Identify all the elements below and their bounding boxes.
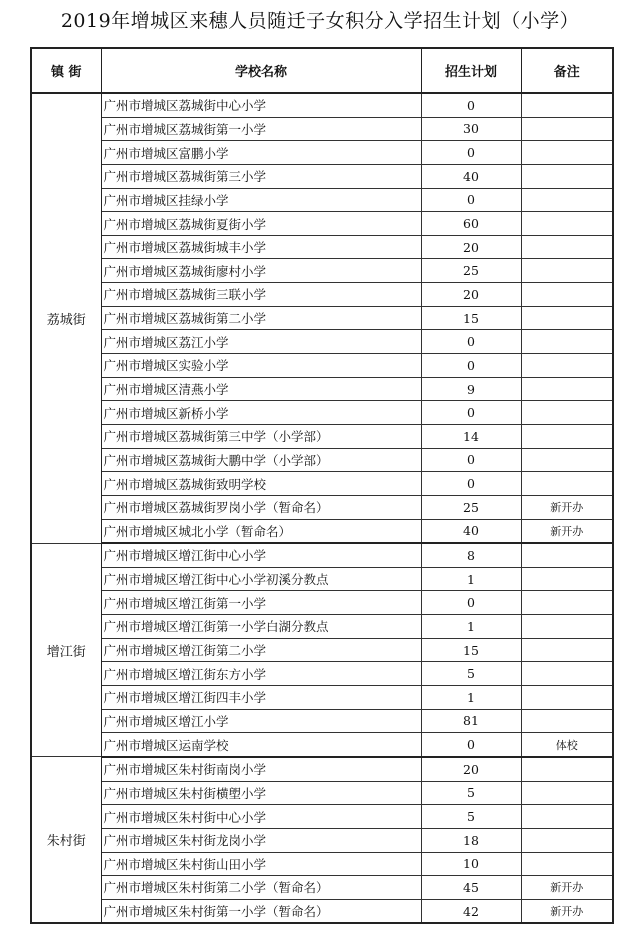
plan-cell: 5: [421, 781, 521, 805]
header-plan: 招生计划: [421, 48, 521, 93]
school-name-cell: 广州市增城区增江街第一小学白湖分教点: [101, 615, 421, 639]
plan-cell: 10: [421, 852, 521, 876]
note-cell: [521, 591, 613, 615]
plan-cell: 81: [421, 709, 521, 733]
school-name-cell: 广州市增城区荔城街大鹏中学（小学部）: [101, 448, 421, 472]
note-cell: [521, 852, 613, 876]
table-row: [31, 472, 613, 496]
note-cell: [521, 212, 613, 236]
note-cell: 体校: [521, 733, 613, 757]
plan-cell: 5: [421, 662, 521, 686]
table-row: [31, 330, 613, 354]
note-cell: [521, 757, 613, 781]
note-cell: [521, 709, 613, 733]
school-name-cell: 广州市增城区朱村街南岗小学: [101, 757, 421, 781]
school-name-cell: 广州市增城区挂绿小学: [101, 188, 421, 212]
table-row: [31, 781, 613, 805]
school-name-cell: 广州市增城区荔江小学: [101, 330, 421, 354]
plan-cell: 0: [421, 401, 521, 425]
table-row: [31, 828, 613, 852]
table-row: [31, 591, 613, 615]
town-cell: 荔城街: [31, 93, 101, 543]
school-name-cell: 广州市增城区荔城街三联小学: [101, 283, 421, 307]
enrollment-table: [30, 47, 614, 924]
school-name-cell: 广州市增城区增江小学: [101, 709, 421, 733]
table-row: [31, 188, 613, 212]
note-cell: [521, 543, 613, 567]
note-cell: [521, 354, 613, 378]
note-cell: [521, 188, 613, 212]
plan-cell: 0: [421, 93, 521, 117]
plan-cell: 60: [421, 212, 521, 236]
table-body: [31, 93, 613, 923]
school-name-cell: 广州市增城区城北小学（暂命名）: [101, 519, 421, 543]
school-name-cell: 广州市增城区增江街中心小学: [101, 543, 421, 567]
plan-cell: 0: [421, 330, 521, 354]
plan-cell: 40: [421, 519, 521, 543]
header-note: 备注: [521, 48, 613, 93]
school-name-cell: 广州市增城区增江街中心小学初溪分教点: [101, 567, 421, 591]
page-title: 2019年增城区来穗人员随迁子女积分入学招生计划（小学）: [60, 10, 580, 32]
note-cell: [521, 401, 613, 425]
plan-cell: 5: [421, 805, 521, 829]
table-row: [31, 709, 613, 733]
table-row: [31, 259, 613, 283]
school-name-cell: 广州市增城区运南学校: [101, 733, 421, 757]
plan-cell: 25: [421, 495, 521, 519]
school-name-cell: 广州市增城区清燕小学: [101, 377, 421, 401]
header-school: 学校名称: [101, 48, 421, 93]
note-cell: [521, 828, 613, 852]
note-cell: [521, 377, 613, 401]
plan-cell: 40: [421, 164, 521, 188]
school-name-cell: 广州市增城区荔城街城丰小学: [101, 235, 421, 259]
plan-cell: 20: [421, 235, 521, 259]
town-cell: 增江街: [31, 543, 101, 757]
table-row: [31, 567, 613, 591]
note-cell: [521, 567, 613, 591]
school-name-cell: 广州市增城区增江街东方小学: [101, 662, 421, 686]
note-cell: 新开办: [521, 519, 613, 543]
plan-cell: 20: [421, 757, 521, 781]
town-cell: 朱村街: [31, 757, 101, 923]
note-cell: [521, 615, 613, 639]
note-cell: [521, 330, 613, 354]
table-row: [31, 354, 613, 378]
school-name-cell: 广州市增城区荔城街第三中学（小学部）: [101, 424, 421, 448]
school-name-cell: 广州市增城区荔城街致明学校: [101, 472, 421, 496]
plan-cell: 0: [421, 591, 521, 615]
header-town: 镇 街: [31, 48, 101, 93]
table-row: [31, 876, 613, 900]
school-name-cell: 广州市增城区增江街第一小学: [101, 591, 421, 615]
note-cell: 新开办: [521, 495, 613, 519]
school-name-cell: 广州市增城区富鹏小学: [101, 141, 421, 165]
school-name-cell: 广州市增城区朱村街龙岗小学: [101, 828, 421, 852]
note-cell: [521, 638, 613, 662]
plan-cell: 15: [421, 638, 521, 662]
note-cell: [521, 306, 613, 330]
table-row: [31, 448, 613, 472]
plan-cell: 8: [421, 543, 521, 567]
school-name-cell: 广州市增城区朱村街第一小学（暂命名）: [101, 899, 421, 923]
note-cell: [521, 164, 613, 188]
plan-cell: 9: [421, 377, 521, 401]
school-name-cell: 广州市增城区增江街第二小学: [101, 638, 421, 662]
note-cell: [521, 686, 613, 710]
note-cell: [521, 662, 613, 686]
table-row: [31, 93, 613, 117]
note-cell: [521, 448, 613, 472]
school-name-cell: 广州市增城区荔城街第三小学: [101, 164, 421, 188]
table-row: [31, 141, 613, 165]
plan-cell: 18: [421, 828, 521, 852]
school-name-cell: 广州市增城区荔城街罗岗小学（暂命名）: [101, 495, 421, 519]
school-name-cell: 广州市增城区荔城街廖村小学: [101, 259, 421, 283]
plan-cell: 0: [421, 733, 521, 757]
table-row: [31, 638, 613, 662]
plan-cell: 1: [421, 567, 521, 591]
table-row: [31, 805, 613, 829]
plan-cell: 20: [421, 283, 521, 307]
school-name-cell: 广州市增城区荔城街第二小学: [101, 306, 421, 330]
table-row: [31, 662, 613, 686]
note-cell: 新开办: [521, 876, 613, 900]
note-cell: [521, 805, 613, 829]
note-cell: [521, 283, 613, 307]
table-row: [31, 377, 613, 401]
plan-cell: 25: [421, 259, 521, 283]
note-cell: [521, 117, 613, 141]
note-cell: [521, 141, 613, 165]
school-name-cell: 广州市增城区实验小学: [101, 354, 421, 378]
table-row: [31, 424, 613, 448]
school-name-cell: 广州市增城区朱村街横塱小学: [101, 781, 421, 805]
table-row: [31, 235, 613, 259]
plan-cell: 1: [421, 686, 521, 710]
table-row: [31, 401, 613, 425]
table-row: [31, 495, 613, 519]
table-row: [31, 212, 613, 236]
plan-cell: 42: [421, 899, 521, 923]
school-name-cell: 广州市增城区荔城街第一小学: [101, 117, 421, 141]
note-cell: [521, 781, 613, 805]
note-cell: 新开办: [521, 899, 613, 923]
plan-cell: 30: [421, 117, 521, 141]
school-name-cell: 广州市增城区荔城街夏街小学: [101, 212, 421, 236]
table-row: [31, 283, 613, 307]
table-row: [31, 519, 613, 543]
plan-cell: 0: [421, 354, 521, 378]
table-row: [31, 686, 613, 710]
school-name-cell: 广州市增城区朱村街第二小学（暂命名）: [101, 876, 421, 900]
school-name-cell: 广州市增城区朱村街山田小学: [101, 852, 421, 876]
plan-cell: 0: [421, 448, 521, 472]
table-row: [31, 117, 613, 141]
note-cell: [521, 472, 613, 496]
note-cell: [521, 424, 613, 448]
table-row: [31, 733, 613, 757]
table-row: [31, 899, 613, 923]
school-name-cell: 广州市增城区荔城街中心小学: [101, 93, 421, 117]
table-row: [31, 543, 613, 567]
plan-cell: 1: [421, 615, 521, 639]
plan-cell: 0: [421, 472, 521, 496]
plan-cell: 15: [421, 306, 521, 330]
table-header-row: [31, 48, 613, 93]
note-cell: [521, 93, 613, 117]
table-row: [31, 164, 613, 188]
plan-cell: 14: [421, 424, 521, 448]
plan-cell: 0: [421, 141, 521, 165]
school-name-cell: 广州市增城区新桥小学: [101, 401, 421, 425]
table-row: [31, 757, 613, 781]
school-name-cell: 广州市增城区增江街四丰小学: [101, 686, 421, 710]
table-row: [31, 306, 613, 330]
plan-cell: 45: [421, 876, 521, 900]
school-name-cell: 广州市增城区朱村街中心小学: [101, 805, 421, 829]
note-cell: [521, 235, 613, 259]
table-row: [31, 615, 613, 639]
table-row: [31, 852, 613, 876]
plan-cell: 0: [421, 188, 521, 212]
note-cell: [521, 259, 613, 283]
